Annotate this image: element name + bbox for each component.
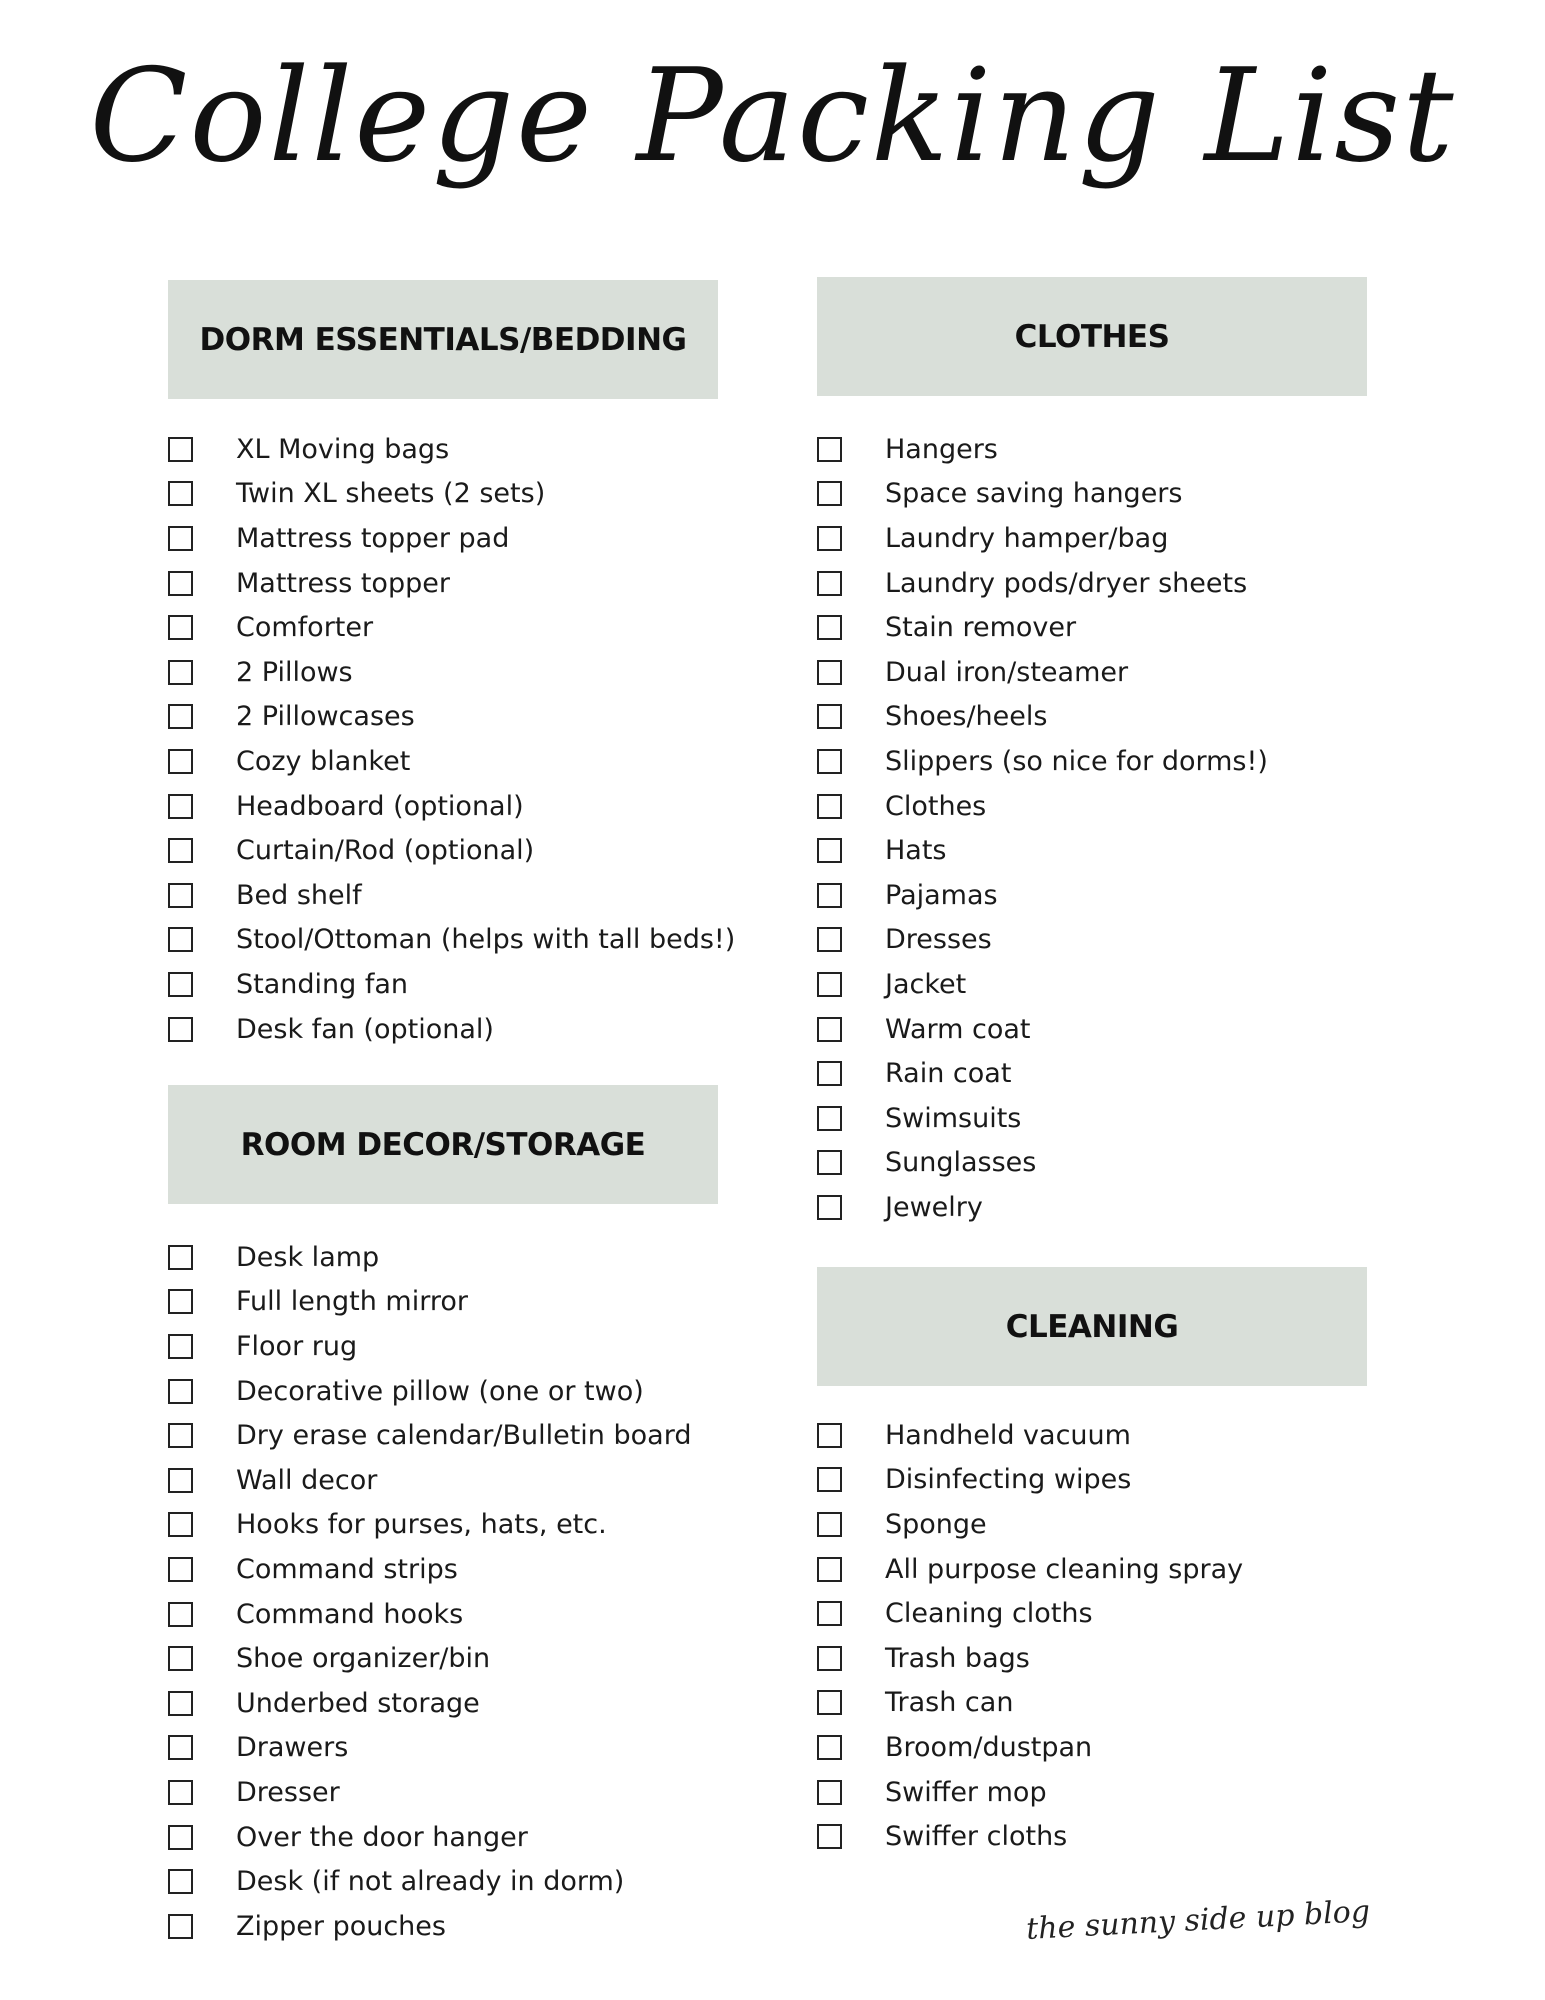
checklist-item: [817, 1814, 1417, 1859]
checklist-item-label: Warm coat: [885, 1013, 1031, 1045]
checklist-item-label: Swiffer mop: [885, 1776, 1047, 1808]
checkbox[interactable]: [168, 526, 193, 551]
checklist-item-label: Cozy blanket: [236, 745, 411, 777]
checklist-item-label: 2 Pillows: [236, 656, 353, 688]
section-heading: DORM ESSENTIALS/BEDDING: [168, 280, 718, 399]
section-room-decor: [168, 1085, 718, 1942]
checklist-item-label: Desk (if not already in dorm): [236, 1866, 625, 1898]
checklist-item-label: Jacket: [885, 968, 967, 1000]
checklist-item: [817, 1051, 1417, 1096]
section-cleaning: [817, 1267, 1367, 1853]
checklist-item-label: Hangers: [885, 433, 998, 465]
checklist-item: [168, 1007, 768, 1052]
checkbox[interactable]: [168, 437, 193, 462]
checklist-item-label: Sunglasses: [885, 1147, 1037, 1179]
checklist-item: [817, 1141, 1417, 1186]
checklist-item: [168, 1904, 768, 1949]
checkbox[interactable]: [168, 1691, 193, 1716]
checklist-item-label: Over the door hanger: [236, 1821, 528, 1853]
checklist-item: [168, 1280, 768, 1325]
checklist-item-label: Standing fan: [236, 968, 409, 1000]
checkbox[interactable]: [168, 1914, 193, 1939]
checklist-item: [168, 828, 768, 873]
checkbox[interactable]: [168, 481, 193, 506]
checkbox[interactable]: [168, 1245, 193, 1270]
checkbox[interactable]: [817, 1735, 842, 1760]
checklist-item: [168, 918, 768, 963]
checklist-item: [817, 1185, 1417, 1230]
checkbox[interactable]: [817, 1780, 842, 1805]
checklist-item-label: Underbed storage: [236, 1687, 480, 1719]
checklist-item-label: Sponge: [885, 1508, 987, 1540]
checklist-item: [817, 650, 1417, 695]
checklist-item: [168, 1815, 768, 1860]
checklist-item: [168, 1681, 768, 1726]
checklist-item: [168, 739, 768, 784]
blog-signature: the sunny side up blog: [1025, 1894, 1371, 1947]
checklist-item: [817, 828, 1417, 873]
checklist-item: [817, 918, 1417, 963]
checklist-item-label: Shoe organizer/bin: [236, 1643, 491, 1675]
checklist-item: [168, 516, 768, 561]
checklist-item: [817, 739, 1417, 784]
checklist-item-label: Drawers: [236, 1732, 349, 1764]
checklist-item: [817, 1007, 1417, 1052]
checklist-item-label: Cleaning cloths: [885, 1598, 1093, 1630]
checklist-item-label: Dual iron/steamer: [885, 656, 1129, 688]
checklist: [168, 1235, 768, 1949]
checkbox[interactable]: [168, 1557, 193, 1582]
checklist-item: [817, 1681, 1417, 1726]
checklist-item: [168, 784, 768, 829]
checkbox[interactable]: [168, 972, 193, 997]
checkbox[interactable]: [817, 704, 842, 729]
checklist-item-label: Mattress topper pad: [236, 522, 510, 554]
checklist-item: [168, 561, 768, 606]
checklist-item-label: Jewelry: [885, 1191, 983, 1223]
checkbox[interactable]: [817, 481, 842, 506]
checklist-item-label: Desk lamp: [236, 1241, 380, 1273]
checklist-item: [168, 1324, 768, 1369]
checkbox[interactable]: [168, 1735, 193, 1760]
checklist-item-label: Pajamas: [885, 879, 998, 911]
page-title: College Packing List: [89, 42, 1456, 191]
checkbox[interactable]: [168, 927, 193, 952]
checklist-item: [817, 561, 1417, 606]
checklist-item-label: Swiffer cloths: [885, 1821, 1068, 1853]
checklist-item: [817, 1725, 1417, 1770]
section-dorm-essentials: [168, 280, 736, 1045]
checklist-item: [168, 1413, 768, 1458]
checkbox[interactable]: [817, 1467, 842, 1492]
checklist-item-label: Mattress topper: [236, 567, 450, 599]
checkbox[interactable]: [168, 615, 193, 640]
checklist-item-label: Twin XL sheets (2 sets): [236, 478, 546, 510]
checklist-item: [817, 1770, 1417, 1815]
checkbox[interactable]: [168, 1017, 193, 1042]
checkbox[interactable]: [168, 1468, 193, 1493]
checklist-item-label: Bed shelf: [236, 879, 362, 911]
checklist-item-label: Laundry pods/dryer sheets: [885, 567, 1248, 599]
checklist-item: [817, 873, 1417, 918]
checkbox[interactable]: [168, 1869, 193, 1894]
checklist-item: [168, 1636, 768, 1681]
checklist-item-label: Slippers (so nice for dorms!): [885, 745, 1268, 777]
checklist-item: [817, 784, 1417, 829]
checklist-item-label: Hats: [885, 835, 947, 867]
checklist-item: [168, 605, 768, 650]
checkbox[interactable]: [168, 660, 193, 685]
checkbox[interactable]: [817, 927, 842, 952]
checkbox[interactable]: [168, 838, 193, 863]
checkbox[interactable]: [168, 1825, 193, 1850]
checklist-item-label: Wall decor: [236, 1464, 378, 1496]
checklist-item-label: Clothes: [885, 790, 987, 822]
checklist-item: [168, 1859, 768, 1904]
checkbox[interactable]: [817, 1150, 842, 1175]
checklist-item-label: Swimsuits: [885, 1102, 1022, 1134]
checkbox[interactable]: [817, 1690, 842, 1715]
checklist-item-label: Trash can: [885, 1687, 1014, 1719]
checklist-item: [817, 472, 1417, 517]
checklist-item-label: Stain remover: [885, 612, 1077, 644]
checkbox[interactable]: [817, 794, 842, 819]
checkbox[interactable]: [168, 794, 193, 819]
checkbox[interactable]: [817, 1512, 842, 1537]
checklist-item-label: Space saving hangers: [885, 478, 1183, 510]
checklist-item: [817, 962, 1417, 1007]
checkbox[interactable]: [817, 1557, 842, 1582]
checklist-item-label: Comforter: [236, 612, 374, 644]
checkbox[interactable]: [817, 749, 842, 774]
checkbox[interactable]: [168, 704, 193, 729]
checklist-item-label: Command strips: [236, 1553, 458, 1585]
section-heading: ROOM DECOR/STORAGE: [168, 1085, 718, 1204]
checklist-item-label: Rain coat: [885, 1058, 1012, 1090]
checklist: [168, 427, 768, 1051]
checklist-item-label: Laundry hamper/bag: [885, 522, 1169, 554]
checklist-item-label: Dresser: [236, 1776, 340, 1808]
checkbox[interactable]: [817, 972, 842, 997]
checkbox[interactable]: [168, 1512, 193, 1537]
section-heading: CLOTHES: [817, 277, 1367, 396]
checkbox[interactable]: [817, 1423, 842, 1448]
checklist-item: [817, 605, 1417, 650]
checkbox[interactable]: [817, 1824, 842, 1849]
section-clothes: [817, 277, 1367, 1223]
checklist-item: [817, 516, 1417, 561]
checkbox[interactable]: [168, 1646, 193, 1671]
checkbox[interactable]: [168, 749, 193, 774]
checklist-item: [168, 650, 768, 695]
checklist-item: [168, 1235, 768, 1280]
checklist-item: [168, 873, 768, 918]
checklist-item-label: Shoes/heels: [885, 701, 1048, 733]
checkbox[interactable]: [817, 526, 842, 551]
checklist-item: [817, 1636, 1417, 1681]
checkbox[interactable]: [168, 1780, 193, 1805]
checklist-item-label: Desk fan (optional): [236, 1013, 494, 1045]
checkbox[interactable]: [168, 1289, 193, 1314]
checkbox[interactable]: [817, 571, 842, 596]
checklist-item: [168, 1503, 768, 1548]
checkbox[interactable]: [168, 1334, 193, 1359]
checklist-item: [168, 1369, 768, 1414]
checkbox[interactable]: [817, 838, 842, 863]
checklist-item-label: Hooks for purses, hats, etc.: [236, 1509, 607, 1541]
checkbox[interactable]: [817, 1061, 842, 1086]
checklist-item-label: Dresses: [885, 924, 992, 956]
checklist-item: [817, 1591, 1417, 1636]
checklist-item-label: Decorative pillow (one or two): [236, 1375, 644, 1407]
checkbox[interactable]: [817, 437, 842, 462]
checkbox[interactable]: [168, 1423, 193, 1448]
checklist-item-label: Stool/Ottoman (helps with tall beds!): [236, 924, 736, 956]
checklist-item: [168, 472, 768, 517]
checklist-item: [168, 1726, 768, 1771]
checklist-item-label: Full length mirror: [236, 1286, 468, 1318]
checklist-item: [168, 695, 768, 740]
checklist-item-label: Handheld vacuum: [885, 1419, 1131, 1451]
checklist-item-label: Trash bags: [885, 1642, 1030, 1674]
checkbox[interactable]: [817, 1646, 842, 1671]
checkbox[interactable]: [817, 1195, 842, 1220]
checklist-item: [168, 1770, 768, 1815]
checklist-item: [817, 1547, 1417, 1592]
checklist-item-label: Disinfecting wipes: [885, 1464, 1132, 1496]
checklist: [817, 1413, 1417, 1859]
checkbox[interactable]: [817, 883, 842, 908]
checkbox[interactable]: [168, 883, 193, 908]
checklist-item: [168, 1547, 768, 1592]
checklist-item: [168, 427, 768, 472]
checklist-item-label: Headboard (optional): [236, 790, 524, 822]
checklist-item: [817, 1413, 1417, 1458]
checklist-item-label: Floor rug: [236, 1330, 358, 1362]
checklist-item: [817, 427, 1417, 472]
checklist-item: [168, 962, 768, 1007]
checkbox[interactable]: [817, 1017, 842, 1042]
checklist-item: [817, 695, 1417, 740]
checklist-item: [817, 1502, 1417, 1547]
checklist-item-label: Zipper pouches: [236, 1910, 446, 1942]
checklist-item: [168, 1592, 768, 1637]
checklist-item-label: Command hooks: [236, 1598, 464, 1630]
checkbox[interactable]: [168, 571, 193, 596]
checklist-item-label: XL Moving bags: [236, 433, 450, 465]
checklist-item-label: Curtain/Rod (optional): [236, 835, 535, 867]
checkbox[interactable]: [817, 615, 842, 640]
section-heading: CLEANING: [817, 1267, 1367, 1386]
checklist-item-label: 2 Pillowcases: [236, 701, 415, 733]
checklist: [817, 427, 1417, 1230]
checklist-item-label: Broom/dustpan: [885, 1731, 1093, 1763]
checklist-item: [817, 1458, 1417, 1503]
checkbox[interactable]: [168, 1379, 193, 1404]
checklist-item-label: Dry erase calendar/Bulletin board: [236, 1420, 692, 1452]
checklist-item: [168, 1458, 768, 1503]
checkbox[interactable]: [817, 660, 842, 685]
checkbox[interactable]: [168, 1602, 193, 1627]
checkbox[interactable]: [817, 1601, 842, 1626]
checklist-item: [817, 1096, 1417, 1141]
checklist-item-label: All purpose cleaning spray: [885, 1553, 1244, 1585]
checkbox[interactable]: [817, 1106, 842, 1131]
